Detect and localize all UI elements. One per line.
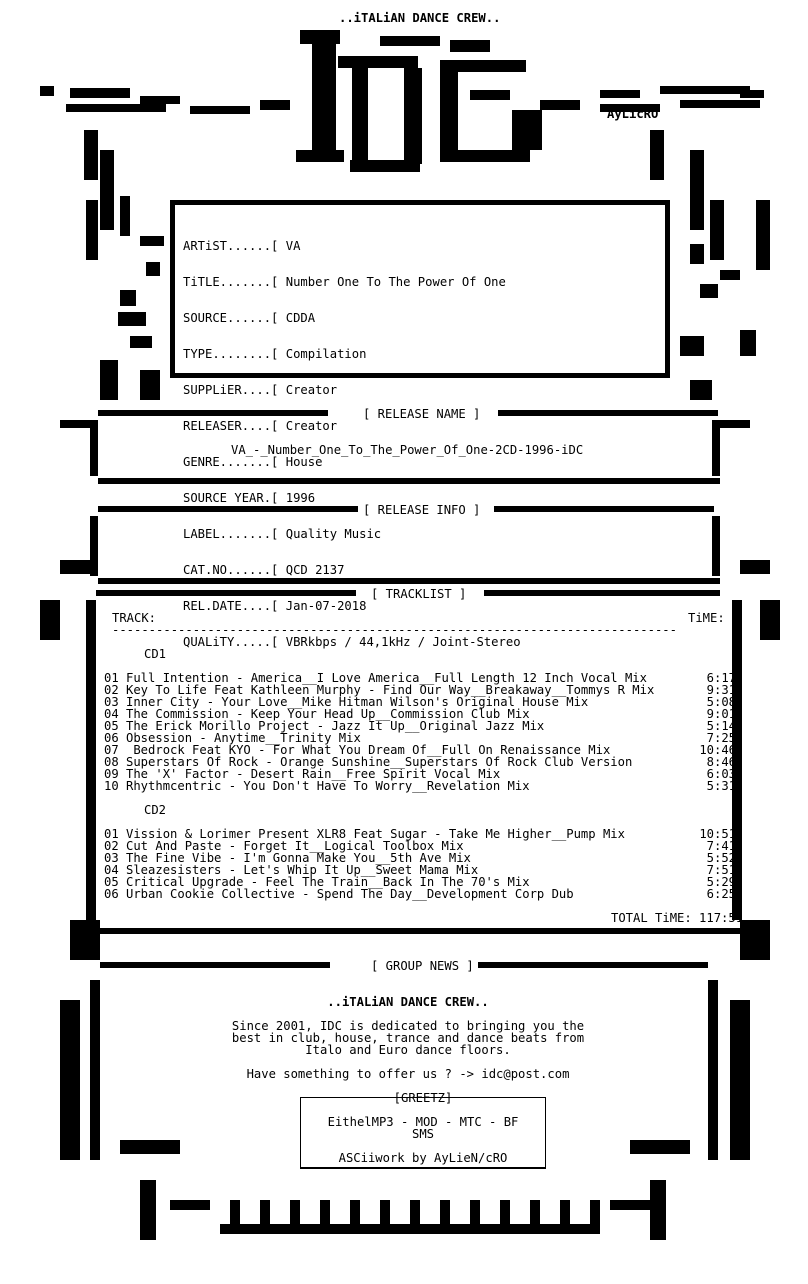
ascii-credit: ASCiiwork by AyLieN/cRO bbox=[338, 1151, 508, 1165]
track-title: 08 Superstars Of Rock - Orange Sunshine__Superstars Of Rock Club Version bbox=[104, 755, 633, 769]
track-title: 02 Cut And Paste - Forget It__Logical Toolbox Mix bbox=[104, 839, 464, 853]
field-title bbox=[183, 276, 521, 288]
field-type bbox=[183, 348, 521, 360]
track-title: 03 Inner City - Your Love__Mike Hitman Wilson's Original House Mix bbox=[104, 695, 589, 709]
track-time: 9:31 bbox=[706, 683, 736, 697]
tracklist-heading: [ TRACKLIST ] bbox=[371, 587, 467, 601]
crew-tag-top: ..iTALiAN DANCE CREW.. bbox=[339, 11, 501, 25]
field-genre bbox=[183, 456, 521, 468]
field-label: TYPE........[ bbox=[183, 347, 279, 361]
track-title: 06 Obsession - Anytime__Trinity Mix bbox=[104, 731, 361, 745]
field-value: CDDA bbox=[285, 311, 316, 325]
field-cat-no bbox=[183, 564, 521, 576]
group-news-crew-tag: ..iTALiAN DANCE CREW.. bbox=[327, 995, 489, 1009]
field-label: GENRE.......[ bbox=[183, 455, 279, 469]
field-value: Number One To The Power Of One bbox=[285, 275, 506, 289]
track-title: 01 Vission & Lorimer Present XLR8 Feat Sugar - Take Me Higher__Pump Mix bbox=[104, 827, 625, 841]
track-column-header: TRACK: bbox=[112, 611, 157, 625]
track-time: 10:46 bbox=[699, 743, 736, 757]
field-value: Creator bbox=[285, 383, 338, 397]
track-title: 05 Critical Upgrade - Feel The Train__Back In The 70's Mix bbox=[104, 875, 530, 889]
total-time: TOTAL TiME: 117:51 bbox=[611, 911, 744, 925]
time-column-header: TiME: bbox=[688, 611, 725, 625]
track-time: 5:08 bbox=[706, 695, 736, 709]
track-time: 8:46 bbox=[706, 755, 736, 769]
track-title: 04 The Commission - Keep Your Head Up__Commission Club Mix bbox=[104, 707, 530, 721]
greetz-line-2: SMS bbox=[411, 1127, 434, 1141]
track-row bbox=[104, 888, 736, 900]
track-time: 6:17 bbox=[706, 671, 736, 685]
field-rel-date bbox=[183, 600, 521, 612]
field-label: REL.DATE....[ bbox=[183, 599, 279, 613]
track-time: 10:51 bbox=[699, 827, 736, 841]
cd2-label: CD2 bbox=[144, 803, 167, 817]
field-value: VBRkbps / 44,1kHz / Joint-Stereo bbox=[285, 635, 521, 649]
track-time: 5:31 bbox=[706, 779, 736, 793]
track-title: 07 Bedrock Feat KYO - For What You Dream Of__Full On Renaissance Mix bbox=[104, 743, 611, 757]
field-quality bbox=[183, 636, 521, 648]
track-title: 02 Key To Life Feat Kathleen Murphy - Find Our Way__Breakaway__Tommys R Mix bbox=[104, 683, 655, 697]
greetz-heading: [GREETZ] bbox=[393, 1091, 453, 1105]
field-value: Compilation bbox=[285, 347, 367, 361]
track-time: 6:25 bbox=[706, 887, 736, 901]
track-title: 04 Sleazesisters - Let's Whip It Up__Sweet Mama Mix bbox=[104, 863, 479, 877]
field-value: 1996 bbox=[285, 491, 316, 505]
field-label: SOURCE YEAR.[ bbox=[183, 491, 279, 505]
field-label: QUALiTY.....[ bbox=[183, 635, 279, 649]
track-title: 01 Full Intention - America__I Love America__Full Length 12 Inch Vocal Mix bbox=[104, 671, 647, 685]
track-time: 7:51 bbox=[706, 863, 736, 877]
field-label: CAT.NO......[ bbox=[183, 563, 279, 577]
field-label: TiTLE.......[ bbox=[183, 275, 279, 289]
field-label: LABEL.......[ bbox=[183, 527, 279, 541]
field-source bbox=[183, 312, 521, 324]
track-time: 5:52 bbox=[706, 851, 736, 865]
field-artist bbox=[183, 240, 521, 252]
artist-tag: AyLicRO bbox=[607, 107, 659, 121]
track-row bbox=[104, 780, 736, 792]
group-news-line-1: Since 2001, IDC is dedicated to bringing you the bbox=[231, 1019, 585, 1033]
field-value: Jan-07-2018 bbox=[285, 599, 367, 613]
field-value: Creator bbox=[285, 419, 338, 433]
field-releaser bbox=[183, 420, 521, 432]
track-time: 5:14 bbox=[706, 719, 736, 733]
track-time: 7:25 bbox=[706, 731, 736, 745]
track-title: 03 The Fine Vibe - I'm Gonna Make You__5th Ave Mix bbox=[104, 851, 471, 865]
group-news-line-3: Italo and Euro dance floors. bbox=[305, 1043, 511, 1057]
cd1-label: CD1 bbox=[144, 647, 167, 661]
field-value: VA bbox=[285, 239, 301, 253]
field-label: RELEASER....[ bbox=[183, 419, 279, 433]
field-label-name bbox=[183, 528, 521, 540]
track-title: 09 The 'X' Factor - Desert Rain__Free Spirit Vocal Mix bbox=[104, 767, 501, 781]
group-news-heading: [ GROUP NEWS ] bbox=[371, 959, 474, 973]
track-time: 7:41 bbox=[706, 839, 736, 853]
field-label: SOURCE......[ bbox=[183, 311, 279, 325]
track-time: 6:03 bbox=[706, 767, 736, 781]
release-name: VA_-_Number_One_To_The_Power_Of_One-2CD-1996-iDC bbox=[231, 443, 584, 457]
field-label: ARTiST......[ bbox=[183, 239, 279, 253]
idc-logo bbox=[260, 30, 580, 172]
track-time: 9:01 bbox=[706, 707, 736, 721]
field-value: House bbox=[285, 455, 323, 469]
contact-line: Have something to offer us ? -> idc@post.com bbox=[246, 1067, 570, 1081]
release-info-heading: [ RELEASE INFO ] bbox=[363, 503, 481, 517]
greetz-line-1: EithelMP3 - MOD - MTC - BF bbox=[327, 1115, 519, 1129]
track-title: 10 Rhythmcentric - You Don't Have To Worry__Revelation Mix bbox=[104, 779, 530, 793]
release-info-fields bbox=[183, 216, 521, 660]
track-title: 05 The Erick Morillo Project - Jazz It Up__Original Jazz Mix bbox=[104, 719, 545, 733]
track-time: 5:29 bbox=[706, 875, 736, 889]
group-news-line-2: best in club, house, trance and dance beats from bbox=[231, 1031, 585, 1045]
field-value: QCD 2137 bbox=[285, 563, 345, 577]
tracklist-divider: ----------------------------------------------------------------------------- bbox=[112, 624, 677, 636]
track-title: 06 Urban Cookie Collective - Spend The Day__Development Corp Dub bbox=[104, 887, 574, 901]
field-value: Quality Music bbox=[285, 527, 382, 541]
release-name-heading: [ RELEASE NAME ] bbox=[363, 407, 481, 421]
field-label: SUPPLiER....[ bbox=[183, 383, 279, 397]
field-supplier bbox=[183, 384, 521, 396]
